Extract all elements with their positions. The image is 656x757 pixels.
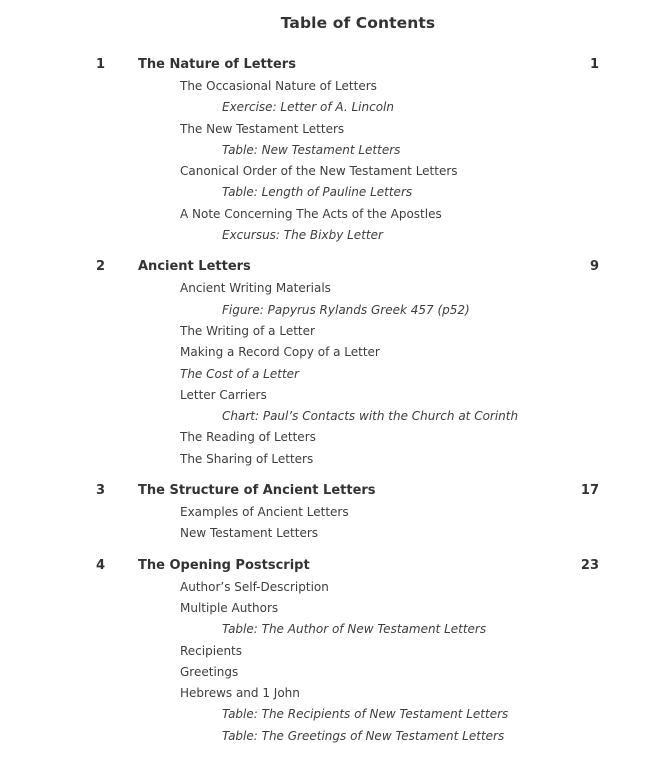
toc-subentry[interactable] xyxy=(0,726,656,747)
toc-entry-label: The Reading of Letters xyxy=(180,430,316,445)
toc-entry-label: Figure: Papyrus Rylands Greek 457 (p52) xyxy=(222,302,470,317)
toc-list xyxy=(0,54,656,757)
toc-entry[interactable] xyxy=(0,523,656,544)
toc-subentry[interactable] xyxy=(0,300,656,321)
toc-entry-label: Table: The Greetings of New Testament Letters xyxy=(222,728,505,743)
chapter-page-number: 9 xyxy=(589,259,599,275)
toc-entry-label: A Note Concerning The Acts of the Apostles xyxy=(180,206,442,221)
toc-entry-label: Table: The Recipients of New Testament Letters xyxy=(222,707,509,722)
toc-entry[interactable] xyxy=(0,76,656,97)
toc-entry-label: Chart: Paul’s Contacts with the Church at Corinth xyxy=(222,409,519,424)
toc-entry-label: The Cost of a Letter xyxy=(180,366,299,381)
chapter-number: 3 xyxy=(96,483,106,499)
toc-subentry[interactable] xyxy=(0,97,656,118)
chapter-page-number: 23 xyxy=(580,557,599,573)
toc-entry-label: Table: New Testament Letters xyxy=(222,142,401,157)
toc-entry[interactable] xyxy=(0,598,656,619)
chapter-heading[interactable] xyxy=(0,555,656,577)
toc-entry[interactable] xyxy=(0,427,656,448)
page-title: Table of Contents xyxy=(280,14,436,32)
toc-entry-label: Canonical Order of the New Testament Letters xyxy=(180,164,458,179)
chapter-title[interactable]: The Opening Postscript xyxy=(138,557,310,573)
toc-entry-label: The Occasional Nature of Letters xyxy=(180,79,377,93)
toc-entry-label: Table: Length of Pauline Letters xyxy=(222,185,413,200)
chapter-heading[interactable] xyxy=(0,256,656,278)
toc-subentry[interactable] xyxy=(0,182,656,203)
toc-entry-label: Letter Carriers xyxy=(180,387,267,402)
toc-subentry[interactable] xyxy=(0,225,656,246)
chapter-title[interactable]: The Structure of Ancient Letters xyxy=(138,483,376,499)
toc-entry[interactable] xyxy=(0,385,656,406)
chapter-1 xyxy=(0,54,656,246)
toc-entry[interactable] xyxy=(0,342,656,363)
toc-subentry[interactable] xyxy=(0,619,656,640)
chapter-3 xyxy=(0,480,656,545)
toc-entry-label: Recipients xyxy=(180,643,243,658)
toc-entry-label: The Writing of a Letter xyxy=(180,323,315,338)
toc-entry[interactable] xyxy=(0,161,656,182)
toc-entry[interactable] xyxy=(0,662,656,683)
toc-subentry[interactable] xyxy=(0,406,656,427)
chapter-number: 2 xyxy=(96,259,106,275)
chapter-number: 1 xyxy=(96,57,106,72)
chapter-number: 4 xyxy=(96,557,106,573)
toc-entry-label: Table: The Author of New Testament Letters xyxy=(222,622,487,637)
toc-entry-label: Multiple Authors xyxy=(180,600,279,615)
toc-entry-label: Excursus: The Bixby Letter xyxy=(222,228,383,243)
chapter-heading[interactable] xyxy=(0,480,656,502)
toc-entry-label: The Sharing of Letters xyxy=(180,451,314,466)
toc-entry[interactable] xyxy=(0,278,656,299)
toc-entry[interactable] xyxy=(0,641,656,662)
toc-entry-label: Hebrews and 1 John xyxy=(180,686,300,701)
toc-subentry[interactable] xyxy=(0,140,656,161)
toc-entry-label: Greetings xyxy=(180,664,239,679)
chapter-heading[interactable] xyxy=(0,54,656,76)
toc-entry[interactable] xyxy=(0,502,656,523)
toc-entry[interactable] xyxy=(0,321,656,342)
chapter-title[interactable]: Ancient Letters xyxy=(138,259,251,275)
toc-entry[interactable] xyxy=(0,119,656,140)
toc-entry-label: Making a Record Copy of a Letter xyxy=(180,345,380,360)
chapter-page-number: 1 xyxy=(589,57,599,72)
chapter-2 xyxy=(0,256,656,470)
toc-subentry[interactable] xyxy=(0,704,656,725)
toc-entry-label: New Testament Letters xyxy=(180,526,319,541)
chapter-page-number: 17 xyxy=(580,483,599,499)
toc-entry-label: The New Testament Letters xyxy=(180,121,345,136)
chapter-title[interactable]: The Nature of Letters xyxy=(138,57,296,72)
toc-entry[interactable] xyxy=(0,364,656,385)
toc-entry-label: Exercise: Letter of A. Lincoln xyxy=(222,100,394,115)
toc-entry-label: Author’s Self-Description xyxy=(180,579,329,594)
chapter-4 xyxy=(0,555,656,747)
toc-entry-label: Ancient Writing Materials xyxy=(180,281,331,296)
toc-entry-label: Examples of Ancient Letters xyxy=(180,505,349,520)
toc-entry[interactable] xyxy=(0,449,656,470)
toc-entry[interactable] xyxy=(0,577,656,598)
toc-entry[interactable] xyxy=(0,683,656,704)
toc-entry[interactable] xyxy=(0,204,656,225)
